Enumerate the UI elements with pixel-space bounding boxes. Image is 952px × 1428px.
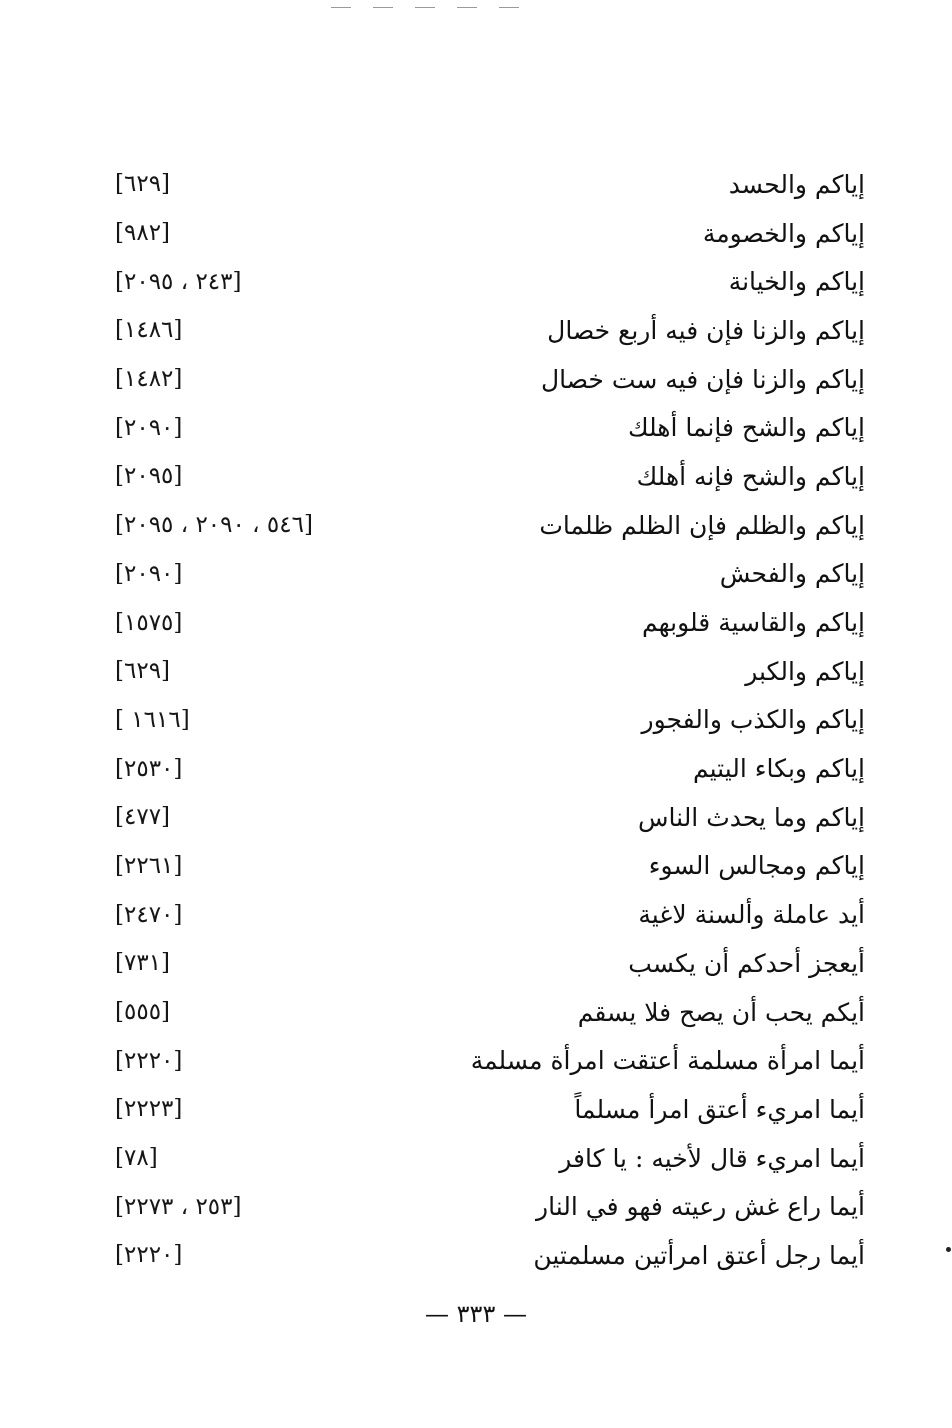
entry-text: أيما رجل أعتق امرأتين مسلمتين [533, 1240, 865, 1270]
dash [415, 7, 435, 8]
index-entry [115, 1036, 865, 1085]
index-entry [115, 939, 865, 988]
entry-text: أيما راع غش رعيته فهو في النار [536, 1192, 865, 1222]
entry-reference: [١٤٨٦] [115, 317, 183, 344]
dash [457, 7, 477, 8]
entry-text: إياكم والكذب والفجور [641, 705, 865, 735]
index-entry [115, 1231, 865, 1280]
entry-text: أيما امريء قال لأخيه : يا كافر [559, 1143, 865, 1173]
entry-reference: [٧٣١] [115, 950, 171, 977]
entry-reference: [٥٥٥] [115, 999, 171, 1026]
index-entry [115, 306, 865, 355]
index-entry [115, 988, 865, 1037]
top-edge-dashes [300, 0, 550, 14]
entry-reference: [١٥٧٥] [115, 609, 183, 636]
index-entry [115, 1085, 865, 1134]
entry-reference: [٢٠٩٥] [115, 463, 183, 490]
entry-text: إياكم والشح فإنه أهلك [636, 461, 865, 491]
entry-text: أيعجز أحدكم أن يكسب [628, 948, 865, 978]
entry-text: أيد عاملة وألسنة لاغية [638, 900, 865, 930]
entry-reference: [٢٢٢٣] [115, 1096, 183, 1123]
entry-text: إياكم والكبر [745, 656, 865, 686]
index-entry [115, 696, 865, 745]
index-entry [115, 842, 865, 891]
entry-reference: [٢٥٣ ، ٢٢٧٣] [115, 1193, 242, 1220]
entry-reference: [٢٢٢٠] [115, 1047, 183, 1074]
entry-reference: [٢٠٩٠] [115, 414, 183, 441]
index-entry [115, 1134, 865, 1183]
entry-reference: [٢٠٩٠] [115, 560, 183, 587]
entry-text: إياكم والخيانة [728, 267, 865, 297]
margin-mark [946, 1247, 951, 1252]
dash [373, 7, 393, 8]
index-entry [115, 355, 865, 404]
index-entry [115, 501, 865, 550]
entry-text: إياكم والفحش [719, 559, 865, 589]
dash [499, 7, 519, 8]
entry-reference: [١٤٨٢] [115, 366, 183, 393]
entry-text: إياكم والزنا فإن فيه ست خصال [540, 364, 865, 394]
entry-text: إياكم والخصومة [702, 218, 865, 248]
entry-text: إياكم والحسد [728, 169, 865, 199]
hadith-index-list [115, 160, 865, 1280]
index-entry [115, 744, 865, 793]
index-entry [115, 209, 865, 258]
dash [331, 7, 351, 8]
index-entry [115, 890, 865, 939]
page-number: — ٣٣٣ — [425, 1300, 527, 1328]
index-entry [115, 452, 865, 501]
entry-reference: [٦٢٩] [115, 171, 171, 198]
entry-text: إياكم والقاسية قلوبهم [641, 608, 865, 638]
entry-text: أيما امرأة مسلمة أعتقت امرأة مسلمة [470, 1046, 865, 1076]
entry-reference: [٢٤٣ ، ٢٠٩٥] [115, 268, 242, 295]
index-entry [115, 160, 865, 209]
entry-text: إياكم والظلم فإن الظلم ظلمات [539, 510, 865, 540]
index-entry [115, 403, 865, 452]
entry-reference: [٤٧٧] [115, 804, 171, 831]
index-entry [115, 598, 865, 647]
entry-text: إياكم ومجالس السوء [648, 851, 865, 881]
entry-reference: [٩٨٢] [115, 220, 171, 247]
index-entry [115, 257, 865, 306]
entry-reference: [٢٢٢٠] [115, 1242, 183, 1269]
entry-text: إياكم والشح فإنما أهلك [627, 413, 865, 443]
entry-reference: [٢٢٦١] [115, 852, 183, 879]
index-entry [115, 793, 865, 842]
entry-text: إياكم وما يحدث الناس [638, 802, 865, 832]
entry-text: إياكم وبكاء اليتيم [693, 754, 865, 784]
entry-reference: [٦٢٩] [115, 658, 171, 685]
entry-text: أيكم يحب أن يصح فلا يسقم [577, 997, 865, 1027]
entry-reference: [٢٤٧٠] [115, 901, 183, 928]
index-entry [115, 550, 865, 599]
index-entry [115, 1182, 865, 1231]
entry-text: إياكم والزنا فإن فيه أربع خصال [547, 315, 865, 345]
entry-reference: [٧٨] [115, 1145, 158, 1172]
index-entry [115, 647, 865, 696]
entry-reference: [٥٤٦ ، ٢٠٩٠ ، ٢٠٩٥] [115, 512, 313, 539]
entry-reference: [ ١٦١٦] [115, 706, 190, 733]
entry-reference: [٢٥٣٠] [115, 755, 183, 782]
entry-text: أيما امريء أعتق امرأ مسلماً [574, 1094, 865, 1124]
